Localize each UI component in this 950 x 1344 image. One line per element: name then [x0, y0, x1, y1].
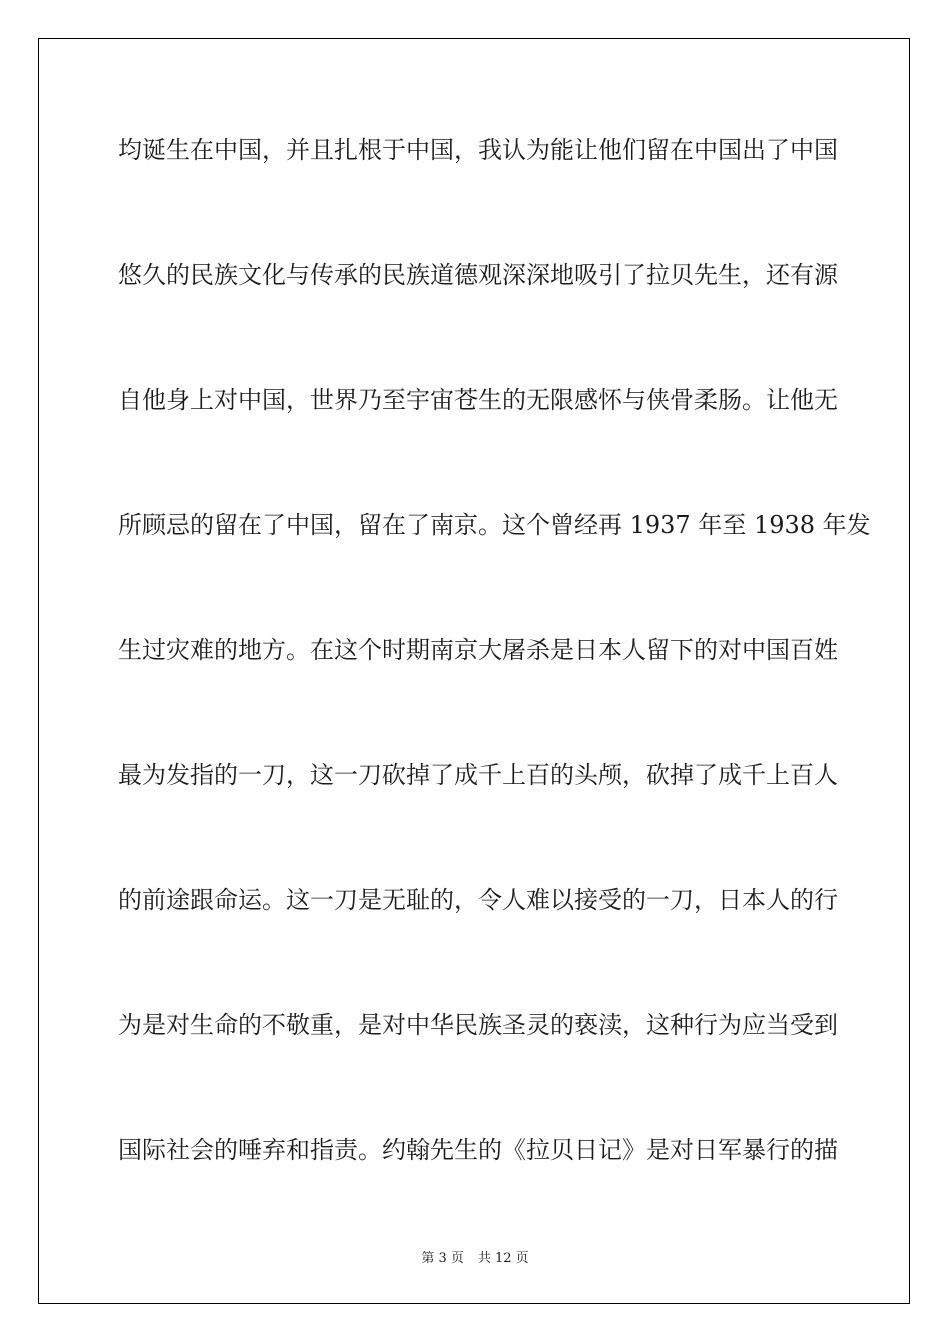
page-total: 共 12 页: [477, 1251, 529, 1266]
text-line: 最为发指的一刀，这一刀砍掉了成千上百的头颅，砍掉了成千上百人: [118, 761, 838, 789]
page-number: 第 3 页: [421, 1251, 464, 1266]
page-footer: [0, 1247, 950, 1266]
text-line: 悠久的民族文化与传承的民族道德观深深地吸引了拉贝先生，还有源: [118, 261, 838, 289]
text-line: 所顾忌的留在了中国，留在了南京。这个曾经再 1937 年至 1938 年发: [118, 511, 871, 539]
page-border: [38, 38, 910, 1304]
text-line: 国际社会的唾弃和指责。约翰先生的《拉贝日记》是对日军暴行的描: [118, 1136, 838, 1164]
text-line: 自他身上对中国，世界乃至宇宙苍生的无限感怀与侠骨柔肠。让他无: [118, 386, 838, 414]
text-line: 为是对生命的不敬重，是对中华民族圣灵的亵渎，这种行为应当受到: [118, 1011, 838, 1039]
text-line: 生过灾难的地方。在这个时期南京大屠杀是日本人留下的对中国百姓: [118, 636, 838, 664]
text-line: 均诞生在中国，并且扎根于中国，我认为能让他们留在中国出了中国: [118, 136, 838, 164]
text-line: 的前途跟命运。这一刀是无耻的，令人难以接受的一刀，日本人的行: [118, 886, 838, 914]
